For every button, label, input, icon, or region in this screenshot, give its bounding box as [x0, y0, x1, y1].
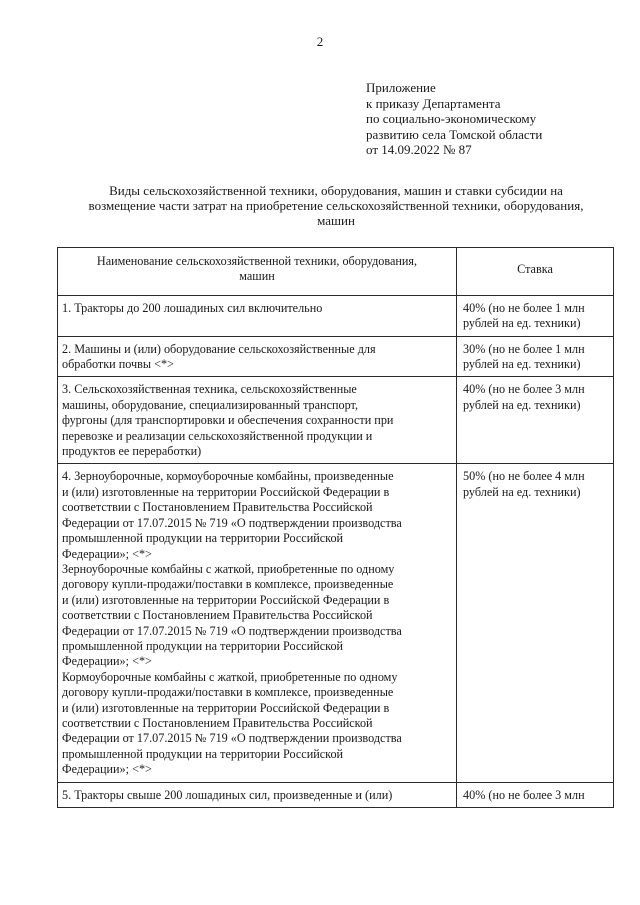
row-name-line: промышленной продукции на территории Российской: [62, 531, 344, 546]
row-name-line: 2. Машины и (или) оборудование сельскохозяйственные для: [62, 341, 376, 356]
row-name-line: перевозке и реализации сельскохозяйственной продукции и: [62, 428, 373, 443]
title-line: возмещение части затрат на приобретение сельскохозяйственной техники, оборудования,: [88, 198, 584, 214]
appendix-line: Приложение: [366, 80, 436, 95]
header-name-line: машин: [239, 269, 275, 284]
row-name-line: и (или) изготовленные на территории Российской Федерации в: [62, 592, 390, 607]
row-rate-cell: [457, 336, 614, 377]
row-rate-line: рублей на ед. техники): [463, 484, 581, 499]
row-name-cell: [58, 782, 457, 807]
row-rate-cell: [457, 377, 614, 464]
row-rate-line: 30% (но не более 1 млн: [463, 341, 585, 356]
document-title: [60, 183, 612, 229]
row-rate-line: 40% (но не более 3 млн: [463, 787, 585, 802]
appendix-line: по социально-экономическому: [366, 111, 537, 127]
row-name-line: Федерации от 17.07.2015 № 719 «О подтверждении производства: [62, 515, 402, 530]
row-name-line: 1. Тракторы до 200 лошадиных сил включительно: [62, 300, 323, 315]
subsidy-rates-table: [57, 247, 614, 808]
row-name-line: Федерации от 17.07.2015 № 719 «О подтверждении производства: [62, 731, 402, 746]
row-rate-line: рублей на ед. техники): [463, 397, 581, 412]
row-name-line: 5. Тракторы свыше 200 лошадиных сил, произведенные и (или): [62, 787, 393, 802]
row-name-line: договору купли-продажи/поставки в комплексе, произведенные: [62, 577, 394, 592]
title-line: машин: [317, 213, 355, 229]
row-name-line: 4. Зерноуборочные, кормоуборочные комбайны, произведенные: [62, 469, 394, 484]
row-name-line: соответствии с Постановлением Правительства Российской: [62, 608, 373, 623]
row-name-line: фургоны (для транспортировки и обеспечения сохранности при: [62, 413, 394, 428]
row-name-line: обработки почвы <*>: [62, 357, 175, 372]
appendix-line: от 14.09.2022 № 87: [366, 142, 472, 158]
table-row: [58, 377, 614, 464]
row-name-line: и (или) изготовленные на территории Российской Федерации в: [62, 700, 390, 715]
table-row: [58, 336, 614, 377]
appendix-line: развитию села Томской области: [366, 126, 543, 142]
row-name-cell: [58, 377, 457, 464]
table-header-row: [58, 248, 614, 296]
row-rate-cell: [457, 782, 614, 807]
row-rate-line: 50% (но не более 4 млн: [463, 469, 585, 484]
row-name-line: Федерации»; <*>: [62, 762, 152, 777]
page-number: 2: [316, 34, 324, 49]
row-name-line: промышленной продукции на территории Российской: [62, 746, 344, 761]
row-rate-cell: [457, 295, 614, 336]
row-name-line: Федерации»; <*>: [62, 546, 152, 561]
row-name-line: Кормоуборочные комбайны с жаткой, приобретенные по одному: [62, 669, 398, 684]
row-name-line: машины, оборудование, специализированный транспорт,: [62, 397, 358, 412]
title-line: Виды сельскохозяйственной техники, оборудования, машин и ставки субсидии на: [109, 183, 563, 198]
row-rate-line: рублей на ед. техники): [463, 357, 581, 372]
row-name-line: 3. Сельскохозяйственная техника, сельскохозяйственные: [62, 382, 357, 397]
appendix-line: к приказу Департамента: [366, 95, 501, 111]
row-name-cell: [58, 336, 457, 377]
table-row: [58, 464, 614, 782]
appendix-block: [366, 80, 542, 158]
row-name-line: Федерации»; <*>: [62, 654, 152, 669]
row-name-line: Федерации от 17.07.2015 № 719 «О подтверждении производства: [62, 623, 402, 638]
header-name-line: Наименование сельскохозяйственной техники, оборудования,: [96, 254, 418, 268]
row-name-cell: [58, 464, 457, 782]
row-rate-line: 40% (но не более 1 млн: [463, 300, 585, 315]
row-rate-line: 40% (но не более 3 млн: [463, 382, 585, 397]
row-name-line: Зерноуборочные комбайны с жаткой, приобретенные по одному: [62, 561, 395, 576]
row-name-line: и (или) изготовленные на территории Российской Федерации в: [62, 484, 390, 499]
row-name-line: промышленной продукции на территории Российской: [62, 638, 344, 653]
header-rate: Ставка: [457, 248, 614, 296]
row-name-line: продуктов ее переработки): [62, 444, 202, 459]
row-name-cell: [58, 295, 457, 336]
header-name: [58, 248, 457, 296]
row-rate-line: рублей на ед. техники): [463, 316, 581, 331]
table-row: [58, 295, 614, 336]
row-rate-cell: [457, 464, 614, 782]
row-name-line: соответствии с Постановлением Правительства Российской: [62, 500, 373, 515]
row-name-line: соответствии с Постановлением Правительства Российской: [62, 715, 373, 730]
table-row: [58, 782, 614, 807]
row-name-line: договору купли-продажи/поставки в комплексе, произведенные: [62, 685, 394, 700]
